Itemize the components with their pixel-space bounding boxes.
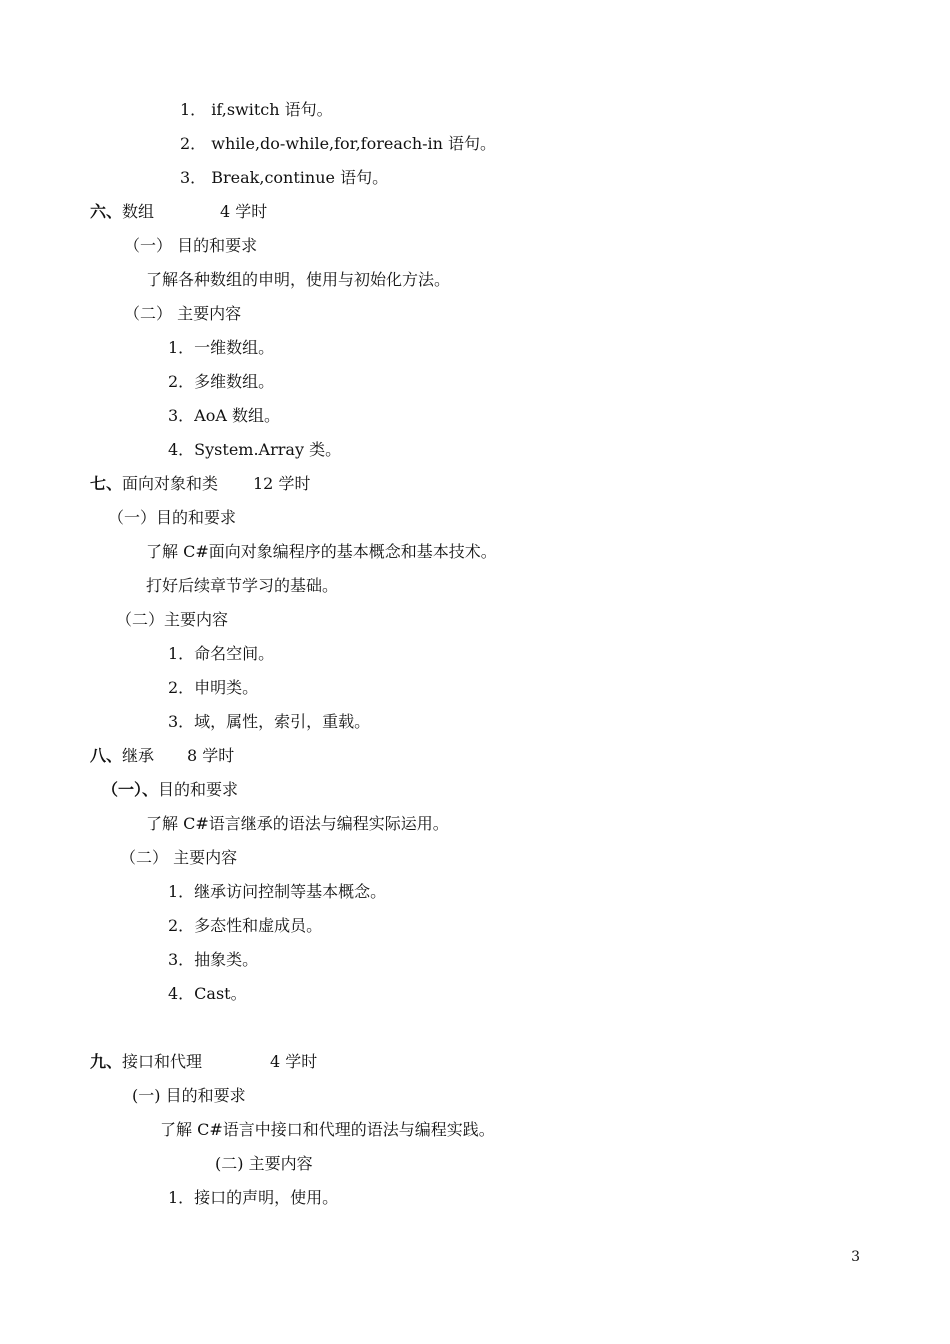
section-heading [90,474,218,494]
subsection-heading: （一） 目的和要求 [124,236,258,255]
section-hours: 4 学时 [220,202,268,221]
section-hours: 8 学时 [187,746,235,765]
subsection-heading: (一) 目的和要求 [132,1086,246,1105]
subsection-heading [102,780,238,800]
list-item: 2． while,do-while,for,foreach-in 语句。 [180,134,497,153]
page-number: 3 [851,1249,860,1265]
section-title: 面向对象和类 [122,474,219,493]
list-item: 3． Break,continue 语句。 [180,168,389,187]
list-item: 2．申明类。 [168,678,259,697]
list-item: 1．一维数组。 [168,338,275,357]
list-item: 3．抽象类。 [168,950,259,969]
subsection-heading: （二） 主要内容 [124,304,242,323]
paragraph: 了解 C#面向对象编程序的基本概念和基本技术。 [146,542,497,561]
list-item: 3．域，属性，索引，重载。 [168,712,371,731]
section-title: 继承 [122,746,155,765]
section-heading [90,746,154,766]
list-item: 1．命名空间。 [168,644,275,663]
list-item: 1．继承访问控制等基本概念。 [168,882,387,901]
subsection-title: 目的和要求 [158,780,239,799]
paragraph: 打好后续章节学习的基础。 [146,576,339,595]
list-item: 1． if,switch 语句。 [180,100,333,119]
subsection-heading: （二） 主要内容 [120,848,238,867]
section-hours: 4 学时 [270,1052,318,1071]
subsection-heading: (二) 主要内容 [215,1154,313,1173]
subsection-heading: （二）主要内容 [116,610,229,629]
section-hours: 12 学时 [253,474,311,493]
section-number: 九、 [90,1052,123,1071]
section-title: 数组 [122,202,155,221]
paragraph: 了解 C#语言中接口和代理的语法与编程实践。 [160,1120,495,1139]
subsection-heading: （一）目的和要求 [108,508,237,527]
section-number: 八、 [90,746,123,765]
list-item: 4．System.Array 类。 [168,440,342,459]
paragraph: 了解各种数组的申明，使用与初始化方法。 [146,270,451,289]
paragraph: 了解 C#语言继承的语法与编程实际运用。 [146,814,449,833]
section-heading [90,1052,202,1072]
section-heading [90,202,154,222]
section-number: 六、 [90,202,123,221]
list-item: 1．接口的声明，使用。 [168,1188,339,1207]
section-number: 七、 [90,474,123,493]
subsection-number: （一）、 [102,780,159,799]
list-item: 4．Cast。 [168,984,247,1003]
section-title: 接口和代理 [122,1052,203,1071]
list-item: 2．多态性和虚成员。 [168,916,323,935]
list-item: 2．多维数组。 [168,372,275,391]
list-item: 3．AoA 数组。 [168,406,281,425]
